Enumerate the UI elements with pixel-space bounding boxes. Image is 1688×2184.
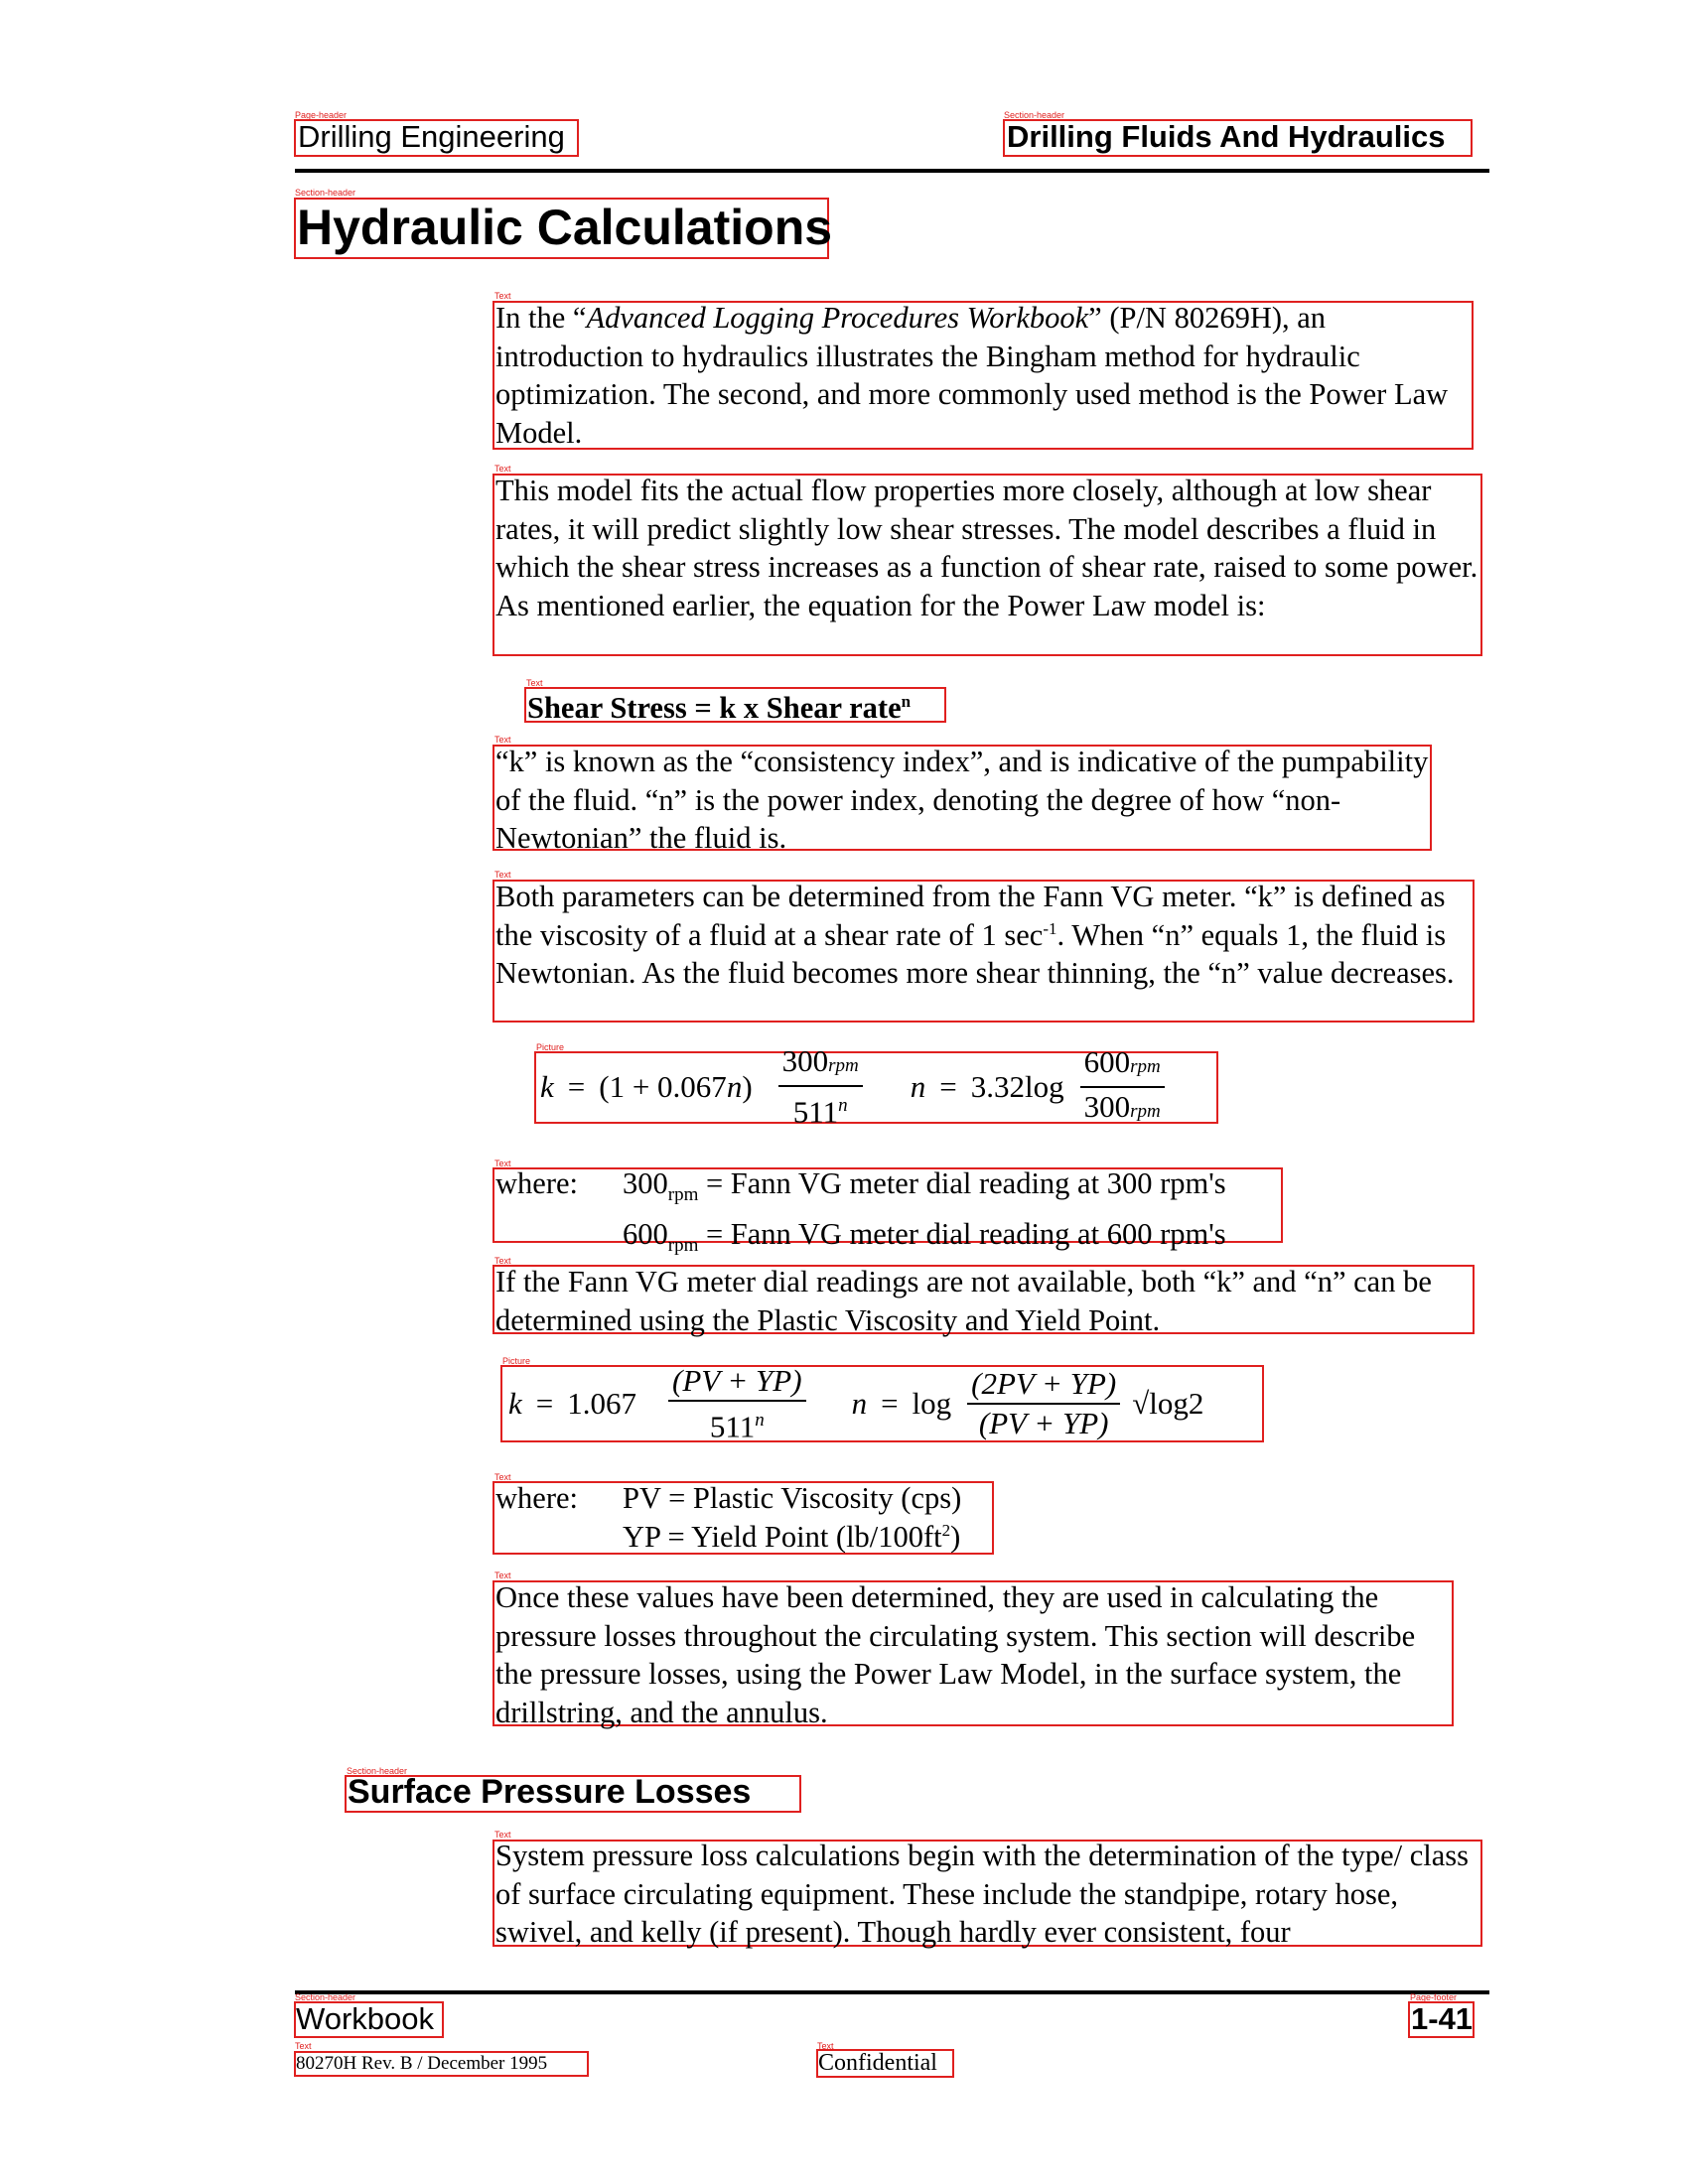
p7-tag: Text [494, 1830, 511, 1840]
eq2-n-num: (2PV + YP) [967, 1365, 1120, 1405]
p3-tag: Text [494, 735, 511, 745]
footer-left-tag: Section-header [295, 1992, 356, 2002]
p4-part-a: Both parameters can be determined from the Fann VG meter. “k” is defined as the viscosity of a fluid at a shear rate of 1 sec [495, 880, 1446, 952]
where2-line2-sup: 2 [941, 1520, 951, 1540]
paragraph-pressure-losses: Once these values have been determined, they are used in calculating the pressure losses throughout the circulating system. This section will describe the pressure losses, using the Power Law Model, in the surface system, the drillstring, and the annulus. [495, 1580, 1416, 1729]
eq2-tail: √log2 [1132, 1386, 1204, 1421]
eq2-k-num: (PV + YP) [668, 1362, 806, 1402]
page-number: 1-41 [1411, 2001, 1474, 2036]
p6-tag: Text [494, 1570, 511, 1580]
eq1-k-factor: (1 + 0.067 [599, 1069, 727, 1104]
eq1-n-factor: 3.32log [970, 1069, 1064, 1104]
shear-eq-sup: n [901, 692, 912, 711]
eq2-equals-1: = [535, 1386, 554, 1421]
eq2-n-fraction [967, 1365, 1120, 1442]
where2-tag: Text [494, 1472, 511, 1482]
eq2-n-den: (PV + YP) [978, 1406, 1109, 1440]
p1-book-title: Advanced Logging Procedures Workbook [586, 301, 1089, 335]
footer-doc-tag: Text [295, 2041, 312, 2051]
where1-line2-sub: rpm [667, 1234, 699, 1256]
where1-label: where: [495, 1166, 578, 1200]
footer-confidential: Confidential [818, 2050, 937, 2076]
p2-tag: Text [494, 464, 511, 474]
p1-part-b: ” (P/N 80269H), an introduction to hydraulics illustrates the Bingham method for hydraulic optimization. The second, and more commonly used method is the Power Law Model. [495, 301, 1449, 450]
where1-line2-text: = Fann VG meter dial reading at 600 rpm's [698, 1216, 1226, 1251]
eq1-n-den-sub: rpm [1130, 1101, 1161, 1122]
eq1-equals-1: = [567, 1069, 586, 1104]
eq2-n-lhs: n [851, 1386, 868, 1421]
eq1-n-den: 300 [1083, 1089, 1131, 1124]
where2-line2-a: YP = Yield Point (lb/100ft [623, 1519, 942, 1554]
p1-part-a: In the “ [495, 301, 587, 335]
eq2-equals-2: = [881, 1386, 899, 1421]
eq1-tag: Picture [536, 1042, 565, 1052]
subsection-title: Surface Pressure Losses [348, 1773, 752, 1811]
title-tag: Section-header [295, 188, 356, 198]
shear-eq-text: Shear Stress = k x Shear rate [527, 691, 902, 726]
where1-tag: Text [494, 1159, 511, 1168]
footer-workbook: Workbook [296, 2001, 434, 2036]
footer-center-tag: Text [817, 2041, 834, 2051]
where1-line1-val: 300 [623, 1166, 668, 1200]
eq1-k-close: ) [742, 1069, 753, 1104]
eq1-n-num-sub: rpm [1130, 1056, 1161, 1077]
eq2-k-factor: 1.067 [567, 1386, 636, 1421]
p4-tag: Text [494, 870, 511, 880]
where1-line1-sub: rpm [667, 1184, 699, 1206]
header-rule [295, 169, 1489, 173]
eq1-k-num: 300 [781, 1043, 829, 1079]
eq2-k-den: 511 [709, 1409, 756, 1444]
where1-line2-val: 600 [623, 1216, 668, 1251]
eq1-k-num-sub: rpm [828, 1055, 859, 1077]
eq1-k-lhs: k [540, 1069, 554, 1104]
page-header-left: Drilling Engineering [298, 119, 565, 154]
where-pv-yp-definitions [495, 1479, 961, 1556]
eq2-k-fraction [668, 1362, 806, 1445]
eq1-k-n: n [726, 1069, 743, 1104]
paragraph-parameters [495, 878, 1478, 993]
eq2-k-lhs: k [508, 1386, 522, 1421]
eq2-tag: Picture [502, 1356, 531, 1366]
paragraph-pv-yp: If the Fann VG meter dial readings are not available, both “k” and “n” can be determined using the Plastic Viscosity and Yield Point. [495, 1265, 1432, 1337]
eq2-n-factor: log [912, 1386, 952, 1421]
paragraph-consistency-index: “k” is known as the “consistency index”, and is indicative of the pumpability of the fluid. “n” is the power index, denoting the degree of how “non-Newtonian” the fluid is. [495, 745, 1429, 855]
eq1-n-num: 600 [1083, 1044, 1131, 1079]
equation-k-n-pv-yp [508, 1363, 1203, 1444]
eq1-k-den: 511 [792, 1094, 839, 1130]
p5-tag: Text [494, 1256, 511, 1266]
paragraph-surface-system: System pressure loss calculations begin with the determination of the type/ class of surface circulating equipment. These include the standpipe, rotary hose, swivel, and kelly (if present). Though hardly ever consistent, four [495, 1839, 1470, 1949]
eq1-equals-2: = [939, 1069, 957, 1104]
page-header-right: Drilling Fluids And Hydraulics [1007, 119, 1446, 154]
subsection-tag: Section-header [347, 1766, 408, 1776]
eq1-n-lhs: n [910, 1069, 926, 1104]
page-header-tag: Page-header [295, 110, 348, 120]
eq1-k-fraction [778, 1042, 863, 1131]
where2-line1: PV = Plastic Viscosity (cps) [623, 1481, 962, 1515]
footer-doc-revision: 80270H Rev. B / December 1995 [296, 2053, 548, 2074]
where1-line1-text: = Fann VG meter dial reading at 300 rpm's [698, 1166, 1226, 1200]
p4-sup: -1 [1043, 918, 1057, 938]
where2-line2-b: ) [950, 1519, 961, 1554]
shear-eq-tag: Text [526, 678, 543, 688]
eq1-n-fraction [1080, 1043, 1165, 1131]
where-rpm-definitions [495, 1164, 1226, 1265]
paragraph-power-law: This model fits the actual flow properties more closely, although at low shear rates, it will predict slightly low shear stresses. The model describes a fluid in which the shear stress increases as a function of shear rate, raised to some power. As mentioned earlier, the equation for the Power Law model is: [495, 474, 1478, 622]
paragraph-intro [495, 299, 1471, 452]
section-header-tag: Section-header [1004, 110, 1065, 120]
where2-label: where: [495, 1481, 578, 1515]
eq1-k-den-sup: n [838, 1095, 848, 1117]
shear-stress-equation [527, 683, 911, 727]
footer-rule [295, 1990, 1489, 1994]
footer-page-tag: Page-footer [1410, 1992, 1458, 2002]
p1-tag: Text [494, 291, 511, 301]
eq2-k-den-sup: n [755, 1409, 765, 1431]
p4-part-b: . When “n” equals 1, the fluid is Newtonian. As the fluid becomes more shear thinning, the “n” value decreases. [495, 917, 1455, 990]
page-title: Hydraulic Calculations [297, 200, 833, 255]
